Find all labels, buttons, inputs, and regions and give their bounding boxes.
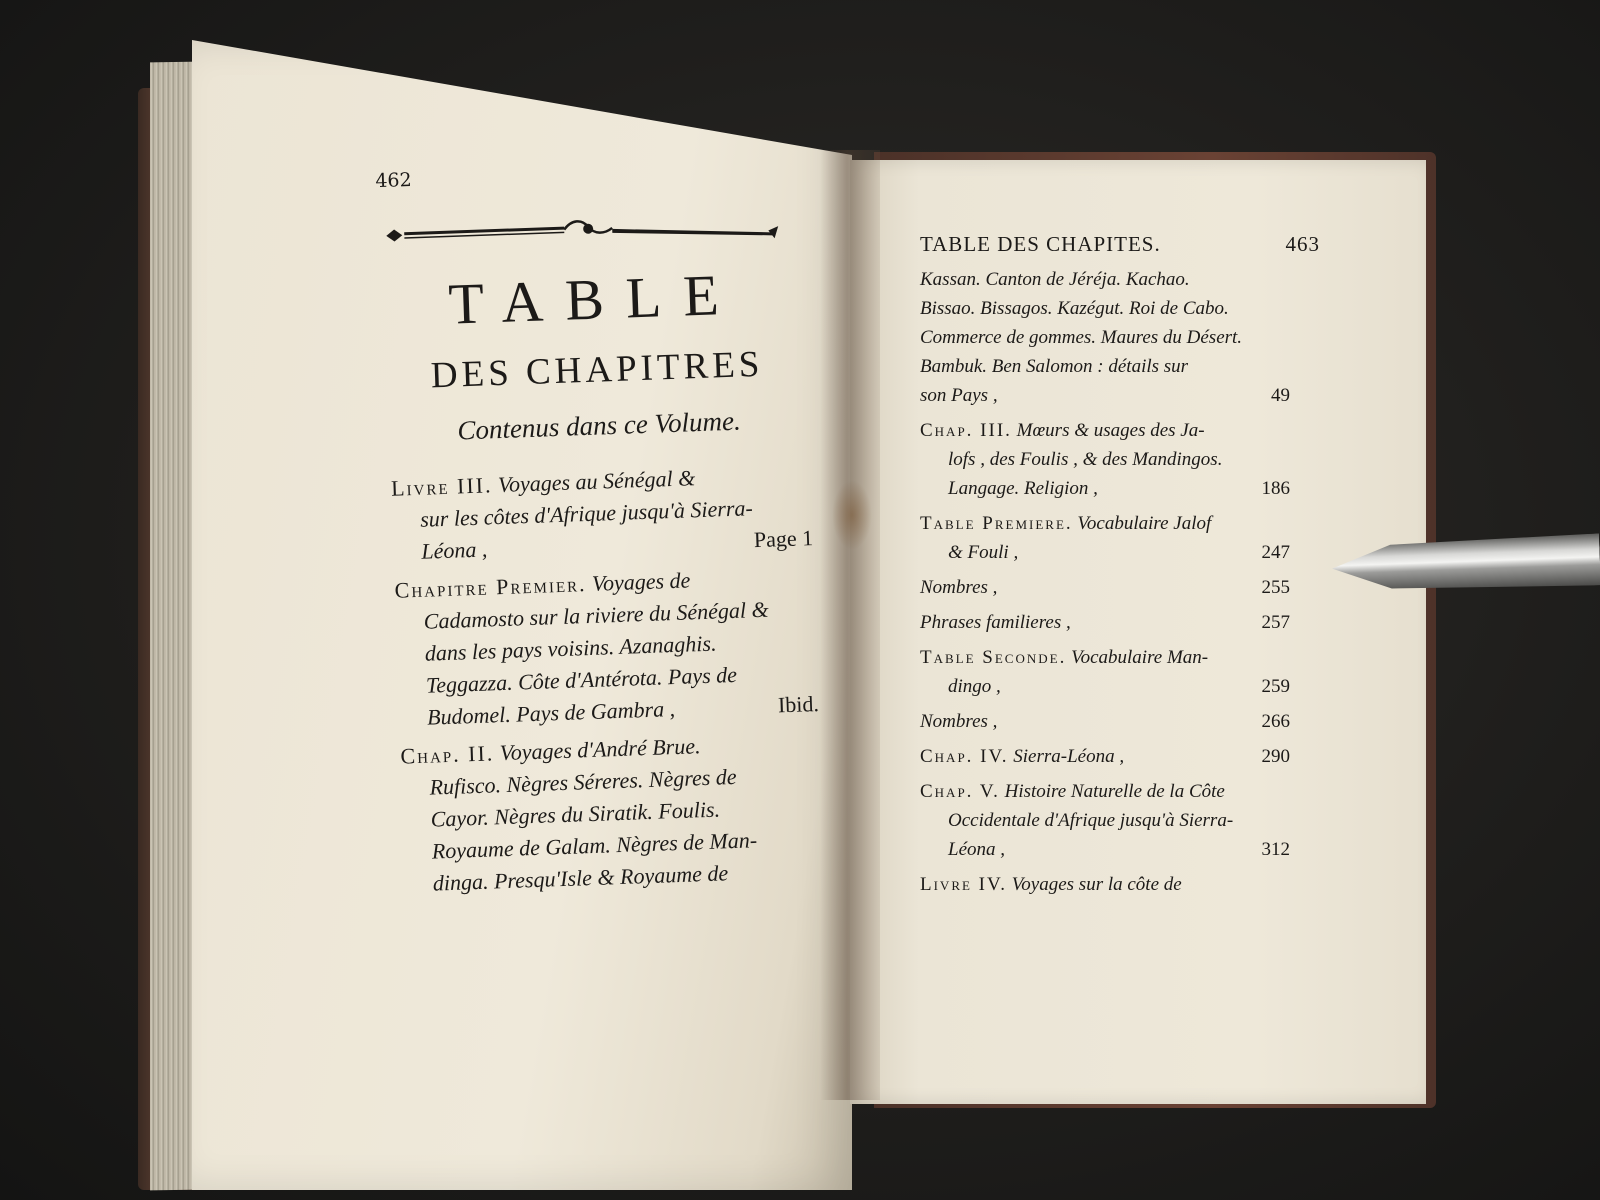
entry-line: Bambuk. Ben Salomon : détails sur: [920, 356, 1189, 377]
entry-last-line: Nombres ,: [920, 711, 998, 732]
right-page-text: [920, 232, 1320, 905]
entry-line: Voyages d'André Brue.: [499, 733, 701, 766]
entry-page-ref: Ibid.: [777, 691, 820, 718]
left-page-text: [375, 155, 825, 906]
entry-line: Histoire Naturelle de la Côte: [1004, 781, 1225, 802]
entry-line: Cadamosto sur la riviere du Sénégal &: [423, 596, 770, 634]
toc-entry: [391, 458, 814, 569]
entry-line: sur les côtes d'Afrique jusqu'à Sierra-: [419, 495, 754, 532]
entry-line: Commerce de gommes. Maures du Désert.: [920, 327, 1243, 348]
entry-page-ref: 259: [1261, 676, 1290, 697]
entry-last-line: & Fouli ,: [948, 542, 1019, 563]
running-head: [920, 232, 1320, 257]
entry-last-line: Phrases familieres ,: [920, 612, 1071, 633]
toc-entry: [920, 777, 1290, 864]
title-table: TABLE: [447, 261, 742, 337]
entry-page-ref: 266: [1261, 711, 1290, 732]
entry-line: Kassan. Canton de Jéréja. Kachao.: [920, 269, 1190, 290]
entry-line: Cayor. Nègres du Siratik. Foulis.: [430, 796, 721, 832]
entry-head: Chap. III.: [920, 420, 1012, 441]
gutter-stain: [832, 480, 872, 550]
entry-last-line: Langage. Religion ,: [948, 478, 1098, 499]
entry-head: Chap. IV.: [920, 746, 1009, 767]
toc-entry: [920, 608, 1290, 637]
book-gutter: [820, 150, 880, 1100]
title-contenus: Contenus dans ce Volume.: [456, 405, 742, 446]
entry-page-ref: 257: [1261, 612, 1290, 633]
entry-head: Table Premiere.: [920, 513, 1073, 534]
entry-page-ref: 290: [1261, 746, 1290, 767]
toc-entry: [920, 573, 1290, 602]
entry-page-ref: Page 1: [753, 525, 814, 553]
entry-line: Vocabulaire Jalof: [1077, 513, 1212, 534]
ornament-rule-icon: [382, 208, 783, 256]
entry-line: Voyages sur la côte de: [1011, 874, 1182, 895]
left-entries: [391, 458, 826, 900]
entry-line: Bissao. Bissagos. Kazégut. Roi de Cabo.: [920, 298, 1229, 319]
running-head-title: TABLE DES CHAPITES.: [920, 232, 1161, 256]
toc-entry: [920, 870, 1290, 899]
entry-line: Occidentale d'Afrique jusqu'à Sierra-: [948, 810, 1234, 831]
entry-line: Rufisco. Nègres Séreres. Nègres de: [429, 763, 737, 800]
toc-entry: [920, 416, 1290, 503]
toc-entry: [920, 265, 1290, 410]
entry-line: Royaume de Galam. Nègres de Man-: [431, 827, 758, 864]
toc-entry: [920, 643, 1290, 701]
entry-last-line: dinga. Presqu'Isle & Royaume de: [432, 860, 729, 896]
entry-line: lofs , des Foulis , & des Mandingos.: [948, 449, 1223, 470]
entry-head: Livre III.: [390, 472, 493, 501]
entry-line: Voyages de: [591, 567, 691, 596]
entry-last-line: Budomel. Pays de Gambra ,: [426, 696, 676, 730]
entry-head: Chap. II.: [400, 740, 495, 769]
entry-line: Voyages au Sénégal &: [497, 465, 696, 498]
entry-last-line: Léona ,: [420, 536, 488, 564]
entry-head: Table Seconde.: [920, 647, 1067, 668]
entry-page-ref: 255: [1261, 577, 1290, 598]
entry-last-line: Nombres ,: [920, 577, 998, 598]
page-number-left: 462: [375, 168, 413, 193]
entry-line: Teggazza. Côte d'Antérota. Pays de: [425, 661, 738, 698]
entry-last-line: Sierra-Léona ,: [1013, 746, 1125, 767]
toc-entry: [920, 509, 1290, 567]
entry-last-line: dingo ,: [948, 676, 1001, 697]
entry-last-line: Léona ,: [948, 839, 1005, 860]
toc-entry: [920, 742, 1290, 771]
page-edges: [150, 62, 198, 1191]
entry-head: Chapitre Premier.: [394, 571, 587, 603]
right-entries: [920, 265, 1290, 899]
entry-line: Vocabulaire Man-: [1071, 647, 1209, 668]
entry-head: Chap. V.: [920, 781, 1000, 802]
entry-page-ref: 186: [1261, 478, 1290, 499]
entry-last-line: son Pays ,: [920, 385, 998, 406]
toc-entry: [394, 560, 819, 735]
page-number-right: 463: [1285, 232, 1320, 256]
toc-entry: [400, 726, 825, 901]
entry-line: dans les pays voisins. Azanaghis.: [424, 630, 717, 666]
entry-page-ref: 247: [1261, 542, 1290, 563]
entry-page-ref: 312: [1261, 839, 1290, 860]
toc-entry: [920, 707, 1290, 736]
entry-head: Livre IV.: [920, 874, 1008, 895]
entry-page-ref: 49: [1271, 385, 1290, 406]
title-des-chapitres: DES CHAPITRES: [430, 343, 765, 397]
entry-line: Mœurs & usages des Ja-: [1016, 420, 1205, 441]
